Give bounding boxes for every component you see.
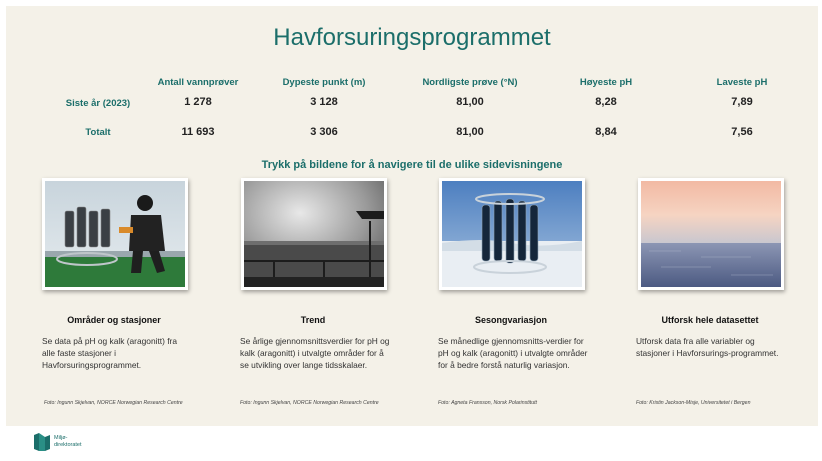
photo-credit: Foto: Kristin Jackson-Misje, Universitetet i Bergen bbox=[636, 400, 751, 406]
stat-value: 81,00 bbox=[456, 96, 484, 108]
stat-value: 8,28 bbox=[595, 96, 617, 108]
logo-line-1: Miljø- bbox=[54, 435, 68, 441]
navigation-hint: Trykk på bildene for å navigere til de ulike sidevisningene bbox=[261, 159, 563, 171]
stat-header-min-ph: Laveste pH bbox=[716, 77, 768, 88]
miljodirektoratet-logo bbox=[34, 433, 104, 453]
row-label-last-year: Siste år (2023) bbox=[65, 98, 131, 109]
stat-header-north: Nordligste prøve (°N) bbox=[422, 77, 518, 88]
stat-value: 11 693 bbox=[181, 126, 215, 138]
photo-foggy-sea bbox=[244, 181, 384, 287]
photo-credit: Foto: Ingunn Skjelvan, NORCE Norwegian Research Centre bbox=[240, 400, 379, 406]
card-image-trend[interactable] bbox=[241, 178, 387, 290]
card-title-explore-dataset[interactable]: Utforsk hele datasettet bbox=[661, 315, 759, 325]
photo-ctd-rosette bbox=[442, 181, 582, 287]
photo-credit: Foto: Ingunn Skjelvan, NORCE Norwegian Research Centre bbox=[44, 400, 183, 406]
stat-value: 81,00 bbox=[456, 126, 484, 138]
card-description: Se månedlige gjennomsnitts-verdier for pH og kalk (aragonitt) i utvalgte områder for å bedre forstå naturlig variasjon. bbox=[438, 336, 588, 370]
stat-value: 7,89 bbox=[731, 96, 753, 108]
card-description: Utforsk data fra alle variabler og stasjoner i Havforsurings-programmet. bbox=[636, 336, 779, 358]
card-title-trend[interactable]: Trend bbox=[300, 315, 326, 325]
stat-value: 3 306 bbox=[310, 126, 338, 138]
stat-header-samples: Antall vannprøver bbox=[157, 77, 239, 88]
photo-credit: Foto: Agneta Fransson, Norsk Polarinstitutt bbox=[438, 400, 537, 406]
logo-line-2: direktoratet bbox=[54, 442, 82, 448]
card-image-areas-stations[interactable] bbox=[42, 178, 188, 290]
card-title-areas-stations[interactable]: Områder og stasjoner bbox=[67, 315, 161, 325]
photo-scientist-sampler bbox=[45, 181, 185, 287]
logo-mark-icon bbox=[34, 433, 50, 451]
stat-header-max-ph: Høyeste pH bbox=[579, 77, 633, 88]
logo-text bbox=[54, 435, 94, 449]
stat-value: 3 128 bbox=[310, 96, 338, 108]
photo-sunset-sea bbox=[641, 181, 781, 287]
stat-value: 7,56 bbox=[731, 126, 753, 138]
dashboard-panel bbox=[6, 6, 818, 426]
card-image-seasonal[interactable] bbox=[439, 178, 585, 290]
card-image-explore-dataset[interactable] bbox=[638, 178, 784, 290]
card-description: Se data på pH og kalk (aragonitt) fra alle faste stasjoner i Havforsuringsprogrammet. bbox=[42, 336, 178, 370]
stat-header-depth: Dypeste punkt (m) bbox=[282, 77, 366, 88]
card-title-seasonal[interactable]: Sesongvariasjon bbox=[474, 315, 548, 325]
page-title: Havforsuringsprogrammet bbox=[273, 24, 551, 51]
stat-value: 8,84 bbox=[595, 126, 617, 138]
card-description: Se årlige gjennomsnittsverdier for pH og kalk (aragonitt) i utvalgte områder for å se utvikling over lange tidsskalaer. bbox=[240, 336, 390, 370]
stat-value: 1 278 bbox=[184, 96, 212, 108]
row-label-total: Totalt bbox=[85, 127, 111, 138]
